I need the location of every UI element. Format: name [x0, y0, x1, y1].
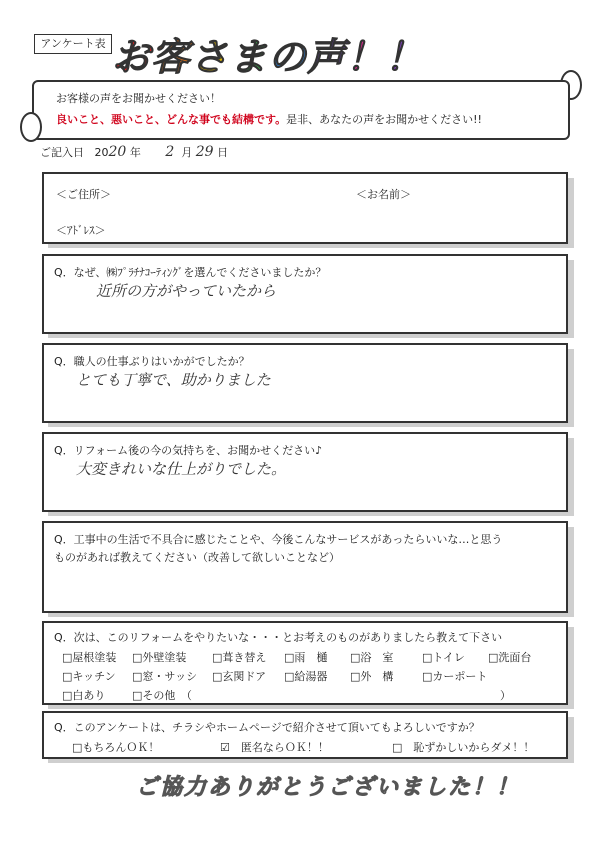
- option-toilet[interactable]: □トイレ: [422, 651, 465, 664]
- question-box-5: [42, 621, 568, 705]
- address-label: ＜ご住所＞: [56, 188, 111, 201]
- title-char: ま: [229, 35, 269, 79]
- answer-3[interactable]: 大変きれいな仕上がりでした。: [76, 460, 287, 478]
- intro-banner: [32, 80, 570, 140]
- date-year-handwritten[interactable]: 20: [108, 144, 127, 160]
- option-no[interactable]: □ 恥ずかしいからダメ！！: [392, 741, 535, 754]
- intro-rest: 是非、あなたの声をお聞かせください!!: [286, 113, 482, 126]
- option-kitchen[interactable]: □キッチン: [62, 670, 116, 683]
- option-roof-paint[interactable]: □屋根塗装: [62, 651, 117, 664]
- answer-1[interactable]: 近所の方がやっていたから: [96, 282, 277, 300]
- question-box-2: [42, 343, 568, 423]
- question-4-line-1: Q．工事中の生活で不具合に感じたことや、今後こんなサービスがあったらいいな…と思う: [54, 533, 503, 546]
- email-label: ＜ｱﾄﾞﾚｽ＞: [56, 224, 106, 237]
- option-anonymous-ok[interactable]: ☑ 匿名ならＯＫ！！: [220, 741, 329, 754]
- option-termite[interactable]: □白あり: [62, 689, 106, 702]
- option-gutter[interactable]: □雨 樋: [284, 651, 328, 664]
- option-other-close: ）: [500, 689, 511, 702]
- intro-line-1: お客様の声をお聞かせください！: [56, 92, 221, 105]
- title-char: 声: [307, 35, 347, 79]
- intro-emphasis: 良いこと、悪いこと、どんな事でも結構です。: [56, 113, 287, 126]
- option-entrance-door[interactable]: □玄関ドア: [212, 670, 267, 683]
- option-carport[interactable]: □カーポート: [422, 670, 488, 683]
- option-water-heater[interactable]: □給湯器: [284, 670, 328, 683]
- title-char: ！: [385, 35, 425, 79]
- title-char: お: [112, 35, 152, 79]
- thanks-message: ご協力ありがとうございました！！: [136, 775, 521, 800]
- option-other[interactable]: □その他 （: [132, 689, 192, 702]
- option-exterior[interactable]: □外 構: [350, 670, 394, 683]
- date-month-unit: 月: [181, 146, 193, 159]
- date-year-prefix: 20: [94, 146, 109, 159]
- question-6: Q．このアンケートは、チラシやホームページで紹介させて頂いてもよろしいですか？: [54, 721, 480, 734]
- question-5: Q．次は、このリフォームをやりたいな・・・とお考えのものがありましたら教えて下さい: [54, 631, 503, 644]
- option-reroof[interactable]: □葺き替え: [212, 651, 267, 664]
- page-title: [112, 26, 424, 81]
- question-box-3: [42, 432, 568, 512]
- question-box-4: [42, 521, 568, 613]
- question-2: Q．職人の仕事ぶりはいかがでしたか？: [54, 355, 250, 368]
- title-char: ！: [346, 35, 386, 79]
- form-tag: アンケート表: [34, 34, 112, 54]
- date-day-unit: 日: [217, 146, 229, 159]
- answer-2[interactable]: とても丁寧で、助かりました: [76, 371, 271, 389]
- date-month-handwritten[interactable]: 2: [165, 144, 175, 160]
- date-label: ご記入日: [40, 146, 84, 159]
- question-box-1: [42, 254, 568, 334]
- question-3: Q．リフォーム後の今の気持ちを、お聞かせください♪: [54, 444, 323, 457]
- question-box-6: [42, 711, 568, 759]
- date-year-unit: 年: [129, 146, 141, 159]
- customer-info-box: [42, 172, 568, 244]
- date-line: [40, 144, 228, 160]
- date-day-handwritten[interactable]: 29: [195, 144, 214, 160]
- scroll-curl-icon: [20, 112, 42, 142]
- option-ok[interactable]: □もちろんＯＫ！: [72, 741, 160, 754]
- option-bathroom[interactable]: □浴 室: [350, 651, 394, 664]
- option-wall-paint[interactable]: □外壁塗装: [132, 651, 187, 664]
- title-char: さ: [190, 35, 230, 79]
- title-char: 客: [151, 35, 191, 79]
- option-window[interactable]: □窓・サッシ: [132, 670, 198, 683]
- title-char: の: [268, 35, 308, 79]
- name-label: ＜お名前＞: [356, 188, 411, 201]
- intro-line-2: [56, 111, 482, 127]
- question-1: Q．なぜ、㈱ﾌﾟﾗﾁﾅｺｰﾃｨﾝｸﾞを選んでくださいましたか？: [54, 266, 327, 279]
- question-4-line-2: ものがあれば教えてください（改善して欲しいことなど）: [54, 551, 340, 564]
- option-washstand[interactable]: □洗面台: [488, 651, 532, 664]
